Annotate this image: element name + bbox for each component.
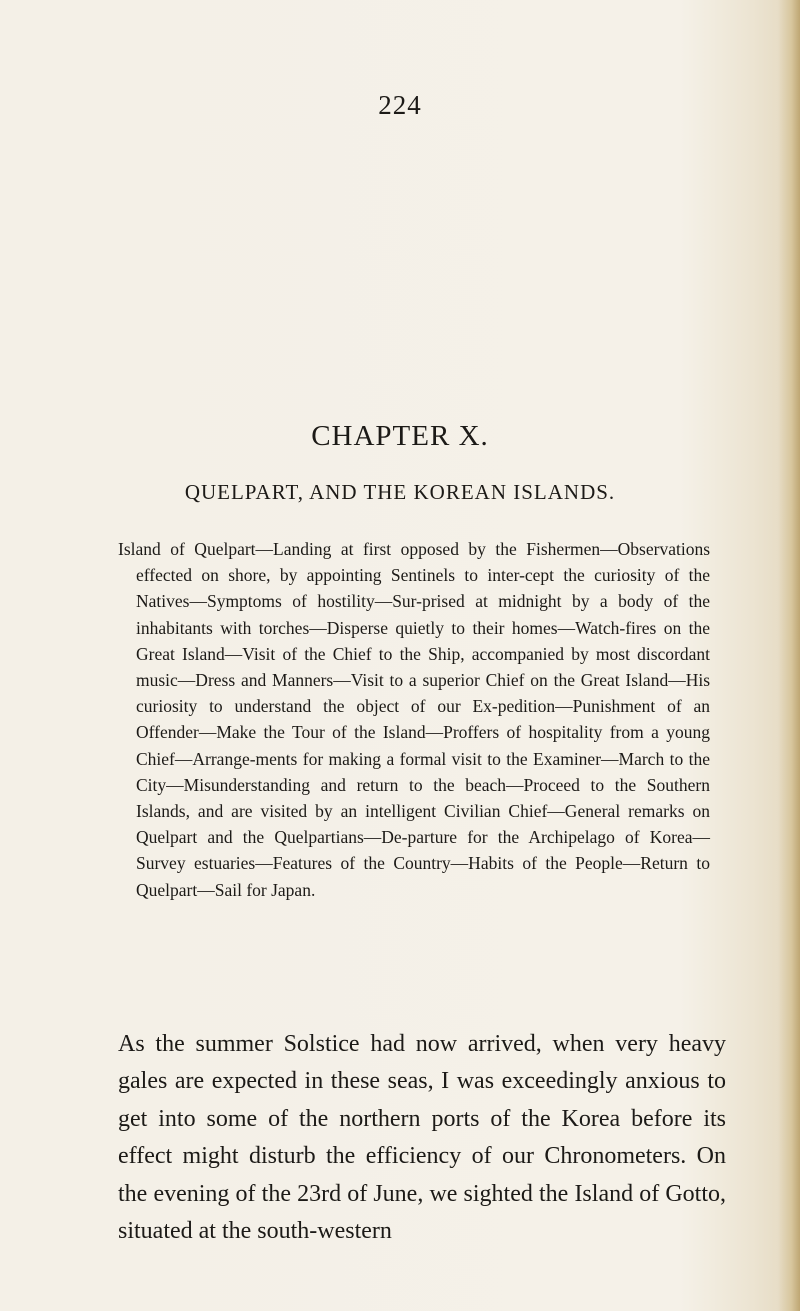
body-paragraph: As the summer Solstice had now arrived, when very heavy gales are expected in these seas, I was exceedingly anxious to get into some of the northern ports of the Korea before its effect might disturb the efficiency of our Chronometers. On the evening of the 23rd of June, we sighted the Island of Gotto, situated at the south-western [118, 1031, 726, 1245]
chapter-synopsis: Island of Quelpart—Landing at first opposed by the Fishermen—Observations effected on shore, by appointing Sentinels to inter-cept the curiosity of the Natives—Symptoms of hostility—Sur-prised at midnight by a body of the inhabitants with torches—Disperse quietly to their homes—Watch-fires on the Great Island—Visit of the Chief to the Ship, accompanied by most discordant music—Dress and Manners—Visit to a superior Chief on the Great Island—His curiosity to understand the object of our Ex-pedition—Punishment of an Offender—Make the Tour of the Island—Proffers of hospitality from a young Chief—Arrange-ments for making a formal visit to the Examiner—March to the City—Misunderstanding and return to the beach—Proceed to the Southern Islands, and are visited by an intelligent Civilian Chief—General remarks on Quelpart and the Quelpartians—De-parture for the Archipelago of Korea—Survey estuaries—Features of the Country—Habits of the People—Return to Quelpart—Sail for Japan. [118, 539, 710, 900]
page-number: 224 [378, 90, 422, 120]
page-edge-shading [778, 0, 800, 1311]
chapter-title: CHAPTER X. [311, 420, 489, 452]
chapter-subtitle: QUELPART, AND THE KOREAN ISLANDS. [184, 480, 616, 504]
